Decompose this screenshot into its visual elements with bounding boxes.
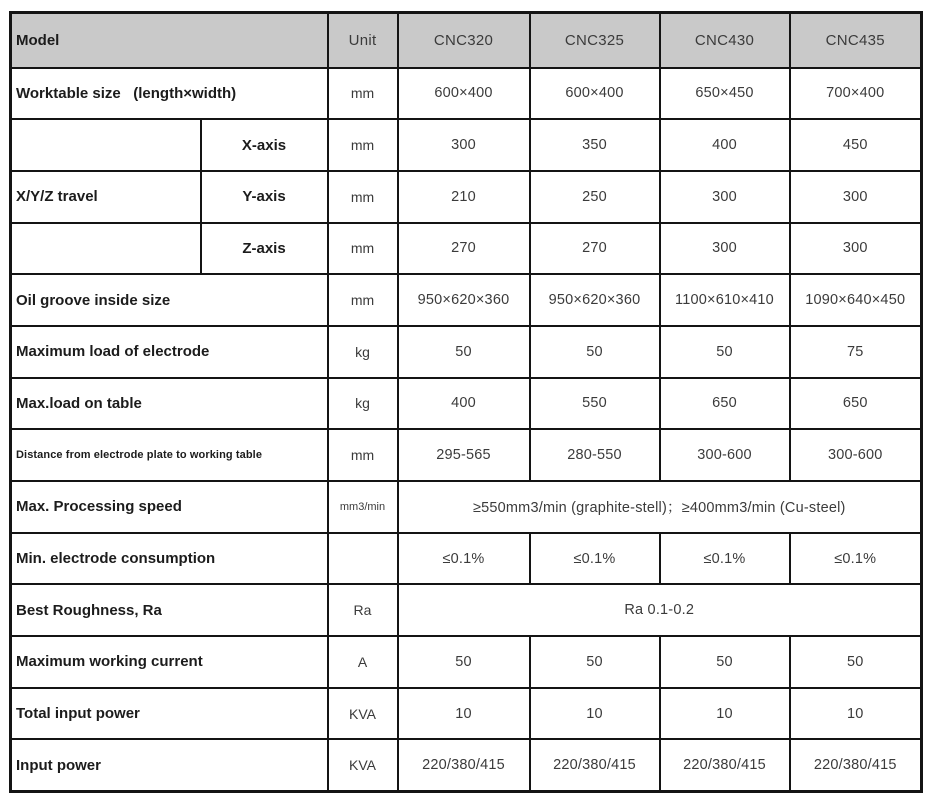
row-label: Min. electrode consumption — [11, 533, 328, 585]
cell-value: 300 — [790, 223, 922, 275]
row-label: Max.load on table — [11, 378, 328, 430]
table-row-distance — [11, 429, 922, 481]
cell-value: 300-600 — [790, 429, 922, 481]
column-header-cnc430: CNC430 — [660, 13, 790, 68]
cell-value: 700×400 — [790, 68, 922, 120]
table-row-y-axis — [11, 171, 922, 223]
table-row-min-consumption — [11, 533, 922, 585]
table-row-x-axis — [11, 119, 922, 171]
row-label: Maximum working current — [11, 636, 328, 688]
cell-value: 10 — [790, 688, 922, 740]
cell-value: 220/380/415 — [790, 739, 922, 791]
unit-value: mm — [328, 68, 398, 120]
cell-value: 295-565 — [398, 429, 530, 481]
cell-value: 210 — [398, 171, 530, 223]
unit-value-empty — [328, 533, 398, 585]
cell-value: 280-550 — [530, 429, 660, 481]
row-label-empty — [11, 223, 201, 275]
table-row-max-current — [11, 636, 922, 688]
cell-value: 1100×610×410 — [660, 274, 790, 326]
cell-value: 400 — [660, 119, 790, 171]
cell-value: 250 — [530, 171, 660, 223]
cnc-specification-table — [9, 11, 923, 793]
cell-value: 550 — [530, 378, 660, 430]
cell-value: 50 — [530, 636, 660, 688]
model-header-cell: Model — [11, 13, 328, 68]
cell-value: 50 — [398, 326, 530, 378]
table-row-z-axis — [11, 223, 922, 275]
row-label: Oil groove inside size — [11, 274, 328, 326]
cell-value: 300 — [660, 171, 790, 223]
cell-value: 600×400 — [530, 68, 660, 120]
row-label: X/Y/Z travel — [11, 171, 201, 223]
unit-value: mm — [328, 119, 398, 171]
column-header-cnc320: CNC320 — [398, 13, 530, 68]
table-row-max-load-table — [11, 378, 922, 430]
unit-value: KVA — [328, 739, 398, 791]
unit-value: mm — [328, 223, 398, 275]
cell-value: 50 — [660, 326, 790, 378]
cell-value: 300 — [660, 223, 790, 275]
row-label: Best Roughness, Ra — [11, 584, 328, 636]
cell-value: 950×620×360 — [530, 274, 660, 326]
unit-value: A — [328, 636, 398, 688]
row-label: Maximum load of electrode — [11, 326, 328, 378]
cell-value: ≤0.1% — [530, 533, 660, 585]
spec-table-container — [9, 11, 923, 793]
cell-value: 50 — [790, 636, 922, 688]
cell-value: 1090×640×450 — [790, 274, 922, 326]
cell-value: 220/380/415 — [398, 739, 530, 791]
cell-value: 75 — [790, 326, 922, 378]
table-header-row — [11, 13, 922, 68]
cell-value: 50 — [530, 326, 660, 378]
cell-value: ≤0.1% — [790, 533, 922, 585]
cell-value: 650 — [790, 378, 922, 430]
row-label: Max. Processing speed — [11, 481, 328, 533]
cell-value: 350 — [530, 119, 660, 171]
column-header-cnc325: CNC325 — [530, 13, 660, 68]
cell-value: 450 — [790, 119, 922, 171]
unit-value: mm — [328, 429, 398, 481]
cell-value: 50 — [398, 636, 530, 688]
cell-value: 270 — [530, 223, 660, 275]
row-sublabel: Y-axis — [201, 171, 328, 223]
cell-value: 600×400 — [398, 68, 530, 120]
cell-value: 650×450 — [660, 68, 790, 120]
row-label: Input power — [11, 739, 328, 791]
row-sublabel: X-axis — [201, 119, 328, 171]
unit-header-cell: Unit — [328, 13, 398, 68]
unit-value: KVA — [328, 688, 398, 740]
unit-value: mm — [328, 274, 398, 326]
cell-value: ≤0.1% — [398, 533, 530, 585]
cell-value: 10 — [660, 688, 790, 740]
table-row-max-load-electrode — [11, 326, 922, 378]
unit-value: kg — [328, 378, 398, 430]
column-header-cnc435: CNC435 — [790, 13, 922, 68]
unit-value: mm — [328, 171, 398, 223]
table-row-total-input-power — [11, 688, 922, 740]
cell-value: 400 — [398, 378, 530, 430]
row-label: Total input power — [11, 688, 328, 740]
cell-value: 300 — [790, 171, 922, 223]
cell-value: 650 — [660, 378, 790, 430]
row-sublabel: Z-axis — [201, 223, 328, 275]
merged-cell-value: ≥550mm3/min (graphite-stell)；≥400mm3/min (Cu-steel) — [398, 481, 922, 533]
cell-value: 10 — [398, 688, 530, 740]
row-label: Distance from electrode plate to working table — [11, 429, 328, 481]
cell-value: 220/380/415 — [660, 739, 790, 791]
unit-value: Ra — [328, 584, 398, 636]
cell-value: 10 — [530, 688, 660, 740]
merged-cell-value: Ra 0.1-0.2 — [398, 584, 922, 636]
table-row-input-power — [11, 739, 922, 791]
table-row-worktable — [11, 68, 922, 120]
unit-value: mm3/min — [328, 481, 398, 533]
row-label: Worktable size (length×width) — [11, 68, 328, 120]
row-label-empty — [11, 119, 201, 171]
table-row-processing-speed — [11, 481, 922, 533]
table-row-oil-groove — [11, 274, 922, 326]
unit-value: kg — [328, 326, 398, 378]
cell-value: 50 — [660, 636, 790, 688]
cell-value: 220/380/415 — [530, 739, 660, 791]
cell-value: 950×620×360 — [398, 274, 530, 326]
cell-value: 300 — [398, 119, 530, 171]
cell-value: 270 — [398, 223, 530, 275]
cell-value: 300-600 — [660, 429, 790, 481]
cell-value: ≤0.1% — [660, 533, 790, 585]
table-row-roughness — [11, 584, 922, 636]
